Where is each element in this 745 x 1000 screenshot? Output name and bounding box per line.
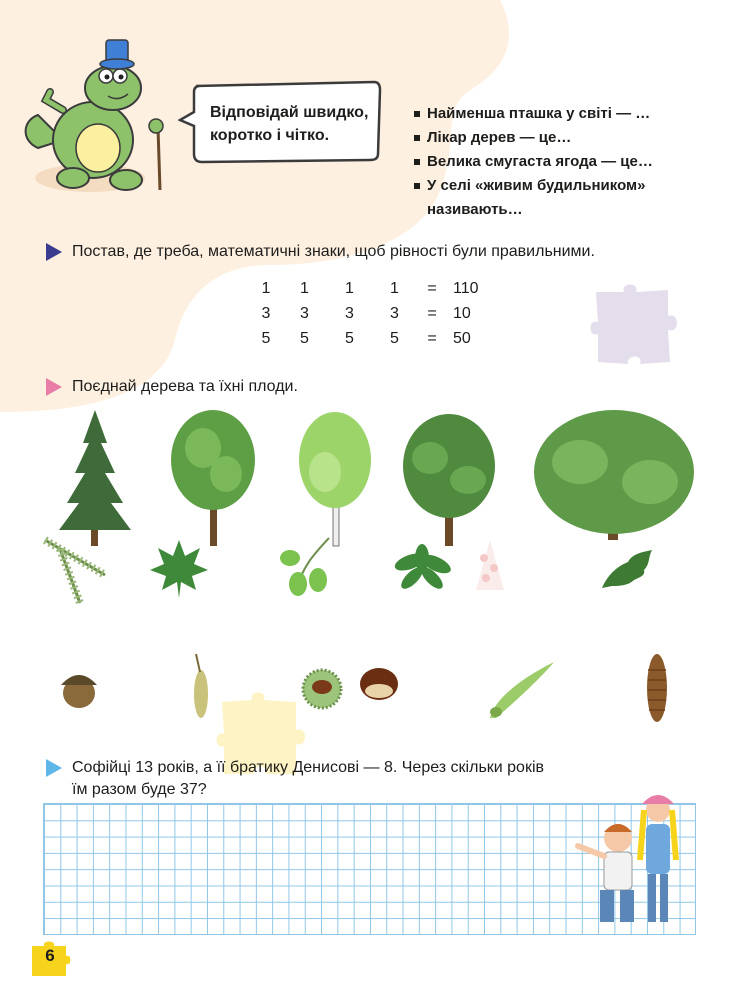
result-cell: 110 <box>453 279 479 297</box>
oak-leaf-icon <box>598 548 656 592</box>
task1-instruction: Постав, де треба, математичні знаки, щоб рівності були правильними. <box>72 243 595 260</box>
equals-sign: = <box>427 329 437 347</box>
riddle-item: Велика смугаста ягода — це… <box>414 150 704 174</box>
number-cell: 5 <box>261 329 271 347</box>
page-number: 6 <box>45 946 55 965</box>
equation-row <box>250 326 493 351</box>
task3-line-1: Софійці 13 років, а її братику Денисові — 8. Через скільки років <box>72 759 545 776</box>
acorn-icon <box>55 665 103 711</box>
children-illustration <box>572 790 692 928</box>
number-cell: 1 <box>345 279 354 297</box>
number-cell: 5 <box>345 329 354 347</box>
number-cell: 1 <box>390 279 399 297</box>
equals-sign: = <box>427 279 437 297</box>
number-cell: 5 <box>300 329 309 347</box>
spruce-branch-icon <box>40 535 110 607</box>
number-cell: 3 <box>390 304 399 322</box>
chestnut-icon <box>358 664 400 702</box>
chestnut-leaf-icon <box>392 544 452 596</box>
bubble-line-1: Відповідай швидко, <box>210 104 369 121</box>
maple-seed-icon <box>484 652 560 722</box>
spruce-tree-icon <box>55 408 135 548</box>
equals-sign: = <box>427 304 437 322</box>
dinosaur-mascot <box>18 30 178 200</box>
equation-row <box>250 276 493 301</box>
spruce-cone-icon <box>644 650 670 724</box>
birch-leaf-icon <box>274 534 334 602</box>
number-cell: 1 <box>300 279 309 297</box>
maple-tree-icon <box>168 408 258 548</box>
task3-arrow-icon <box>46 759 62 777</box>
number-cell: 1 <box>261 279 271 297</box>
task2-arrow-icon <box>46 378 62 396</box>
equation-table <box>250 276 493 351</box>
result-cell: 50 <box>453 329 471 347</box>
chestnut-tree-icon <box>400 408 498 548</box>
number-cell: 3 <box>345 304 354 322</box>
speech-bubble-text <box>210 101 380 147</box>
maple-leaf-icon <box>148 538 210 600</box>
number-cell: 3 <box>300 304 309 322</box>
oak-tree-icon <box>530 402 698 542</box>
chestnut-flower-icon <box>472 538 508 596</box>
task3-line-2: їм разом буде 37? <box>72 781 207 798</box>
riddle-item: Лікар дерев — це… <box>414 126 704 150</box>
number-cell: 3 <box>261 304 271 322</box>
riddle-list <box>414 102 704 222</box>
riddle-item: У селі «живим будильником» називають… <box>414 174 704 222</box>
result-cell: 10 <box>453 304 471 322</box>
task2-instruction: Поєднай дерева та їхні плоди. <box>72 378 298 395</box>
riddle-item: Найменша пташка у світі — … <box>414 102 704 126</box>
equation-row <box>250 301 493 326</box>
bubble-line-2: коротко і чітко. <box>210 127 330 144</box>
task1-arrow-icon <box>46 243 62 261</box>
number-cell: 5 <box>390 329 399 347</box>
puzzle-piece-icon <box>588 282 684 368</box>
birch-tree-icon <box>295 410 377 548</box>
